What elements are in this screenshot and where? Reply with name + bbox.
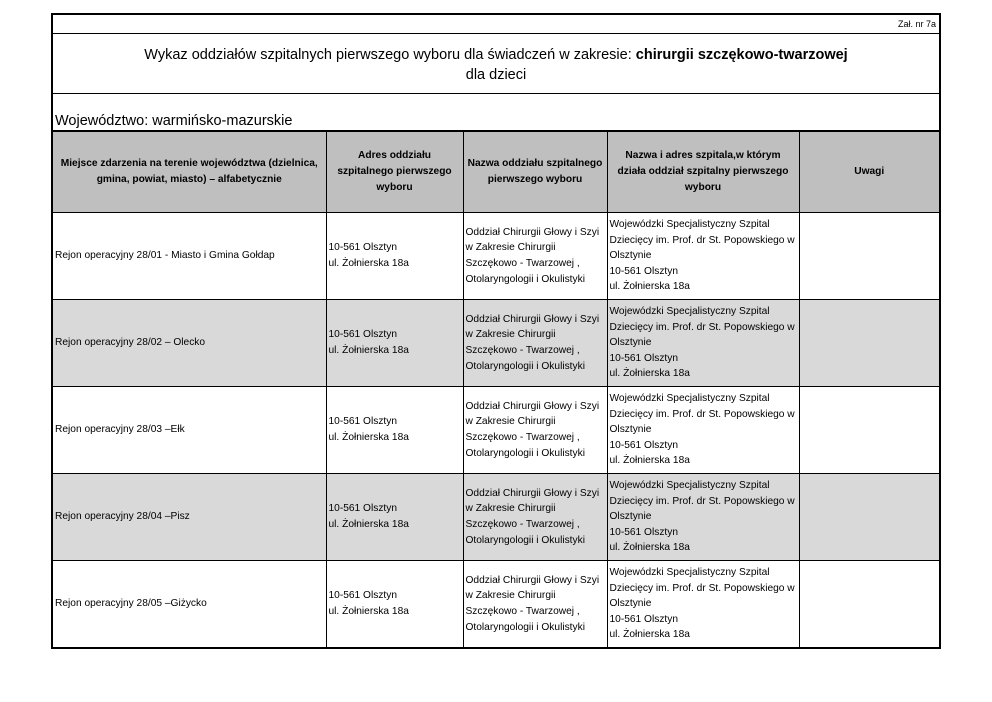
col-header-address: Adres oddziału szpitalnego pierwszego wyboru	[326, 132, 463, 213]
cell-address: 10-561 Olsztyn ul. Żołnierska 18a	[326, 213, 463, 300]
table-row	[53, 213, 939, 300]
document-title	[53, 34, 939, 94]
table-row	[53, 474, 939, 561]
cell-place: Rejon operacyjny 28/03 –Ełk	[53, 387, 326, 474]
cell-address: 10-561 Olsztyn ul. Żołnierska 18a	[326, 561, 463, 648]
table-header-row	[53, 132, 939, 213]
cell-hospital: Wojewódzki Specjalistyczny Szpital Dziecięcy im. Prof. dr St. Popowskiego w Olsztynie 10-561 Olsztyn ul. Żołnierska 18a	[607, 561, 799, 648]
cell-notes	[799, 213, 939, 300]
document-sheet	[51, 13, 941, 649]
table-row	[53, 387, 939, 474]
cell-address: 10-561 Olsztyn ul. Żołnierska 18a	[326, 387, 463, 474]
table-row	[53, 300, 939, 387]
cell-place: Rejon operacyjny 28/01 - Miasto i Gmina Gołdap	[53, 213, 326, 300]
cell-place: Rejon operacyjny 28/04 –Pisz	[53, 474, 326, 561]
title-line-2: dla dzieci	[465, 67, 527, 83]
cell-place: Rejon operacyjny 28/02 – Olecko	[53, 300, 326, 387]
cell-unit: Oddział Chirurgii Głowy i Szyi w Zakresie Chirurgii Szczękowo - Twarzowej , Otolaryngologii i Okulistyki	[463, 300, 607, 387]
cell-notes	[799, 300, 939, 387]
cell-hospital: Wojewódzki Specjalistyczny Szpital Dziecięcy im. Prof. dr St. Popowskiego w Olsztynie 10-561 Olsztyn ul. Żołnierska 18a	[607, 387, 799, 474]
attachment-number: Zał. nr 7a	[53, 15, 939, 34]
cell-unit: Oddział Chirurgii Głowy i Szyi w Zakresie Chirurgii Szczękowo - Twarzowej , Otolaryngologii i Okulistyki	[463, 213, 607, 300]
title-prefix: Wykaz oddziałów szpitalnych pierwszego wyboru dla świadczeń w zakresie:	[144, 47, 636, 63]
title-bold-scope: chirurgii szczękowo-twarzowej	[635, 47, 848, 63]
cell-unit: Oddział Chirurgii Głowy i Szyi w Zakresie Chirurgii Szczękowo - Twarzowej , Otolaryngologii i Okulistyki	[463, 474, 607, 561]
spacer-row	[53, 94, 939, 112]
title-line-1	[53, 45, 939, 65]
cell-hospital: Wojewódzki Specjalistyczny Szpital Dziecięcy im. Prof. dr St. Popowskiego w Olsztynie 10-561 Olsztyn ul. Żołnierska 18a	[607, 213, 799, 300]
col-header-place: Miejsce zdarzenia na terenie województwa (dzielnica, gmina, powiat, miasto) – alfabetycznie	[53, 132, 326, 213]
hospital-table	[53, 131, 939, 647]
cell-hospital: Wojewódzki Specjalistyczny Szpital Dziecięcy im. Prof. dr St. Popowskiego w Olsztynie 10-561 Olsztyn ul. Żołnierska 18a	[607, 300, 799, 387]
cell-unit: Oddział Chirurgii Głowy i Szyi w Zakresie Chirurgii Szczękowo - Twarzowej , Otolaryngologii i Okulistyki	[463, 387, 607, 474]
cell-unit: Oddział Chirurgii Głowy i Szyi w Zakresie Chirurgii Szczękowo - Twarzowej , Otolaryngologii i Okulistyki	[463, 561, 607, 648]
cell-place: Rejon operacyjny 28/05 –Giżycko	[53, 561, 326, 648]
col-header-notes: Uwagi	[799, 132, 939, 213]
table-row	[53, 561, 939, 648]
cell-notes	[799, 474, 939, 561]
cell-address: 10-561 Olsztyn ul. Żołnierska 18a	[326, 474, 463, 561]
cell-notes	[799, 387, 939, 474]
cell-hospital: Wojewódzki Specjalistyczny Szpital Dziecięcy im. Prof. dr St. Popowskiego w Olsztynie 10-561 Olsztyn ul. Żołnierska 18a	[607, 474, 799, 561]
col-header-unit: Nazwa oddziału szpitalnego pierwszego wyboru	[463, 132, 607, 213]
col-header-hospital: Nazwa i adres szpitala,w którym działa oddział szpitalny pierwszego wyboru	[607, 132, 799, 213]
cell-notes	[799, 561, 939, 648]
cell-address: 10-561 Olsztyn ul. Żołnierska 18a	[326, 300, 463, 387]
voivodeship-label: Województwo: warmińsko-mazurskie	[53, 112, 939, 131]
